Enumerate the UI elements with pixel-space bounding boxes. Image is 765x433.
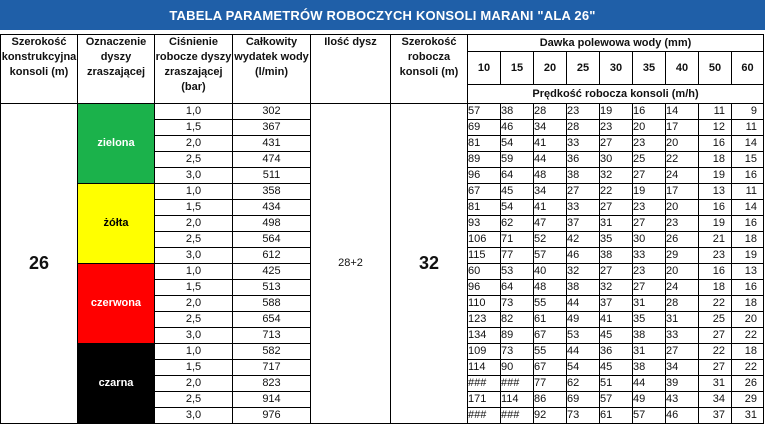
speed-cell: 55	[534, 344, 567, 360]
speed-cell: 53	[567, 328, 600, 344]
dose-header-cell: 60	[732, 52, 764, 85]
speed-cell: 69	[468, 120, 501, 136]
speed-cell: 31	[633, 344, 666, 360]
speed-cell: 54	[567, 360, 600, 376]
speed-cell: 28	[567, 120, 600, 136]
speed-cell: 46	[501, 120, 534, 136]
speed-cell: 16	[699, 264, 732, 280]
speed-cell: 45	[600, 360, 633, 376]
speed-cell: 17	[666, 120, 699, 136]
speed-cell: 38	[501, 104, 534, 120]
speed-cell: 33	[567, 200, 600, 216]
flow-cell: 425	[233, 264, 311, 280]
flow-cell: 431	[233, 136, 311, 152]
speed-cell: 42	[567, 232, 600, 248]
speed-cell: 36	[600, 344, 633, 360]
speed-cell: 69	[567, 392, 600, 408]
speed-cell: 39	[666, 376, 699, 392]
pressure-cell: 1,5	[155, 280, 233, 296]
speed-cell: 92	[534, 408, 567, 424]
pressure-cell: 2,0	[155, 216, 233, 232]
speed-cell: 27	[567, 184, 600, 200]
speed-cell: 32	[600, 280, 633, 296]
speed-cell: 38	[567, 168, 600, 184]
dose-header-cell: 50	[699, 52, 732, 85]
speed-cell: 67	[534, 328, 567, 344]
speed-cell: 96	[468, 168, 501, 184]
speed-cell: 38	[600, 248, 633, 264]
pressure-cell: 2,0	[155, 136, 233, 152]
speed-cell: 44	[567, 296, 600, 312]
speed-cell: 30	[600, 152, 633, 168]
speed-cell: 33	[567, 136, 600, 152]
speed-cell: 22	[666, 152, 699, 168]
table-row	[1, 104, 764, 120]
speed-cell: 20	[633, 120, 666, 136]
flow-cell: 358	[233, 184, 311, 200]
speed-cell: 90	[501, 360, 534, 376]
speed-cell: 33	[666, 328, 699, 344]
speed-cell: 24	[666, 168, 699, 184]
speed-cell: 47	[534, 216, 567, 232]
speed-cell: 114	[501, 392, 534, 408]
speed-cell: 23	[633, 200, 666, 216]
nozzle-color-yellow: żółta	[78, 184, 155, 264]
pressure-cell: 2,0	[155, 296, 233, 312]
speed-cell: 22	[699, 344, 732, 360]
dose-header-cell: 25	[567, 52, 600, 85]
speed-cell: 13	[699, 184, 732, 200]
speed-cell: 22	[600, 184, 633, 200]
speed-cell: 33	[633, 248, 666, 264]
speed-cell: 73	[567, 408, 600, 424]
speed-cell: 16	[732, 168, 764, 184]
speed-cell: 96	[468, 280, 501, 296]
pressure-cell: 1,5	[155, 360, 233, 376]
flow-cell: 612	[233, 248, 311, 264]
speed-cell: 23	[600, 120, 633, 136]
speed-cell: 57	[534, 248, 567, 264]
speed-cell: 81	[468, 200, 501, 216]
speed-cell: 37	[567, 216, 600, 232]
speed-cell: 18	[732, 344, 764, 360]
speed-cell: ###	[468, 408, 501, 424]
speed-cell: 93	[468, 216, 501, 232]
pressure-cell: 2,5	[155, 392, 233, 408]
speed-cell: 20	[666, 200, 699, 216]
speed-cell: 45	[600, 328, 633, 344]
speed-cell: 89	[468, 152, 501, 168]
speed-cell: 73	[501, 344, 534, 360]
speed-cell: 29	[666, 248, 699, 264]
speed-cell: 11	[732, 120, 764, 136]
speed-cell: 41	[534, 200, 567, 216]
speed-cell: 62	[567, 376, 600, 392]
speed-cell: 57	[600, 392, 633, 408]
speed-cell: 67	[534, 360, 567, 376]
speed-cell: 27	[600, 200, 633, 216]
speed-cell: 16	[699, 200, 732, 216]
speed-cell: 57	[633, 408, 666, 424]
pressure-cell: 3,0	[155, 328, 233, 344]
speed-cell: 41	[600, 312, 633, 328]
flow-cell: 914	[233, 392, 311, 408]
speed-cell: 40	[534, 264, 567, 280]
header-szerokosc-robocza: Szerokość robocza konsoli (m)	[391, 35, 468, 104]
flow-cell: 511	[233, 168, 311, 184]
speed-cell: 23	[633, 136, 666, 152]
speed-cell: 34	[666, 360, 699, 376]
dose-header-cell: 20	[534, 52, 567, 85]
speed-cell: 22	[699, 296, 732, 312]
pressure-cell: 1,0	[155, 264, 233, 280]
speed-cell: 61	[534, 312, 567, 328]
speed-cell: 14	[732, 136, 764, 152]
speed-cell: 35	[600, 232, 633, 248]
dose-header-cell: 15	[501, 52, 534, 85]
speed-cell: 23	[567, 104, 600, 120]
speed-cell: 16	[732, 216, 764, 232]
speed-cell: 44	[567, 344, 600, 360]
pressure-cell: 2,5	[155, 312, 233, 328]
speed-cell: 106	[468, 232, 501, 248]
header-szerokosc-konstrukcyjna: Szerokość konstrukcyjna konsoli (m)	[1, 35, 78, 104]
speed-cell: 44	[633, 376, 666, 392]
speed-cell: 22	[732, 360, 764, 376]
pressure-cell: 2,5	[155, 152, 233, 168]
speed-cell: 53	[501, 264, 534, 280]
speed-cell: 11	[699, 104, 732, 120]
speed-cell: 26	[666, 232, 699, 248]
nozzle-color-black: czarna	[78, 344, 155, 424]
speed-cell: 19	[699, 168, 732, 184]
speed-cell: 30	[633, 232, 666, 248]
speed-cell: 57	[468, 104, 501, 120]
flow-cell: 823	[233, 376, 311, 392]
header-dawka: Dawka polewowa wody (mm)	[468, 35, 764, 52]
flow-cell: 713	[233, 328, 311, 344]
speed-cell: 26	[732, 376, 764, 392]
speed-cell: 71	[501, 232, 534, 248]
speed-cell: 14	[732, 200, 764, 216]
speed-cell: 29	[732, 392, 764, 408]
speed-cell: 19	[600, 104, 633, 120]
speed-cell: 23	[666, 216, 699, 232]
speed-cell: 45	[501, 184, 534, 200]
speed-cell: 27	[633, 216, 666, 232]
speed-cell: 11	[732, 184, 764, 200]
speed-cell: 32	[567, 264, 600, 280]
speed-cell: 28	[666, 296, 699, 312]
speed-cell: 19	[732, 248, 764, 264]
speed-cell: 20	[732, 312, 764, 328]
speed-cell: 49	[633, 392, 666, 408]
speed-cell: 60	[468, 264, 501, 280]
speed-cell: 38	[567, 280, 600, 296]
speed-cell: 64	[501, 168, 534, 184]
pressure-cell: 2,5	[155, 232, 233, 248]
flow-cell: 434	[233, 200, 311, 216]
speed-cell: 18	[699, 280, 732, 296]
dose-header-cell: 30	[600, 52, 633, 85]
speed-cell: 27	[633, 280, 666, 296]
speed-cell: 24	[666, 280, 699, 296]
speed-cell: 89	[501, 328, 534, 344]
speed-cell: 82	[501, 312, 534, 328]
speed-cell: ###	[468, 376, 501, 392]
nozzle-color-green: zielona	[78, 104, 155, 184]
parameters-table	[0, 34, 764, 424]
speed-cell: 19	[633, 184, 666, 200]
speed-cell: 31	[732, 408, 764, 424]
speed-cell: 73	[501, 296, 534, 312]
speed-cell: 17	[666, 184, 699, 200]
speed-cell: 77	[501, 248, 534, 264]
pressure-cell: 1,0	[155, 104, 233, 120]
speed-cell: 109	[468, 344, 501, 360]
speed-cell: 41	[534, 136, 567, 152]
table-title: TABELA PARAMETRÓW ROBOCZYCH KONSOLI MARANI "ALA 26"	[0, 0, 765, 30]
speed-cell: 37	[699, 408, 732, 424]
speed-cell: 38	[633, 328, 666, 344]
speed-cell: 13	[732, 264, 764, 280]
header-predkosc: Prędkość robocza konsoli (m/h)	[468, 85, 764, 104]
speed-cell: 77	[534, 376, 567, 392]
speed-cell: 23	[699, 248, 732, 264]
speed-cell: ###	[501, 376, 534, 392]
speed-cell: 59	[501, 152, 534, 168]
speed-cell: 27	[600, 264, 633, 280]
speed-cell: 16	[732, 280, 764, 296]
pressure-cell: 3,0	[155, 248, 233, 264]
speed-cell: 31	[699, 376, 732, 392]
speed-cell: 31	[600, 216, 633, 232]
dose-header-cell: 35	[633, 52, 666, 85]
flow-cell: 513	[233, 280, 311, 296]
header-ilosc-dysz: Ilość dysz	[311, 35, 391, 104]
szerokosc-konstrukcyjna-value: 26	[1, 104, 78, 424]
speed-cell: 28	[534, 104, 567, 120]
speed-cell: 134	[468, 328, 501, 344]
speed-cell: 36	[567, 152, 600, 168]
speed-cell: 25	[699, 312, 732, 328]
flow-cell: 582	[233, 344, 311, 360]
speed-cell: 27	[666, 344, 699, 360]
speed-cell: 49	[567, 312, 600, 328]
speed-cell: 15	[732, 152, 764, 168]
speed-cell: 25	[633, 152, 666, 168]
speed-cell: 12	[699, 120, 732, 136]
speed-cell: 9	[732, 104, 764, 120]
flow-cell: 474	[233, 152, 311, 168]
header-wydatek: Całkowity wydatek wody (l/min)	[233, 35, 311, 104]
speed-cell: 20	[666, 136, 699, 152]
speed-cell: 18	[732, 232, 764, 248]
speed-cell: 16	[699, 136, 732, 152]
speed-cell: 35	[633, 312, 666, 328]
speed-cell: 20	[666, 264, 699, 280]
dose-header-cell: 40	[666, 52, 699, 85]
speed-cell: 27	[699, 360, 732, 376]
speed-cell: 18	[699, 152, 732, 168]
speed-cell: 23	[633, 264, 666, 280]
speed-cell: 67	[468, 184, 501, 200]
header-oznaczenie-dyszy: Oznaczenie dyszy zraszającej	[78, 35, 155, 104]
speed-cell: 32	[600, 168, 633, 184]
speed-cell: 54	[501, 136, 534, 152]
flow-cell: 654	[233, 312, 311, 328]
header-cisnienie: Ciśnienie robocze dyszy zraszającej (bar)	[155, 35, 233, 104]
speed-cell: 31	[666, 312, 699, 328]
speed-cell: 34	[534, 184, 567, 200]
speed-cell: 37	[600, 296, 633, 312]
flow-cell: 498	[233, 216, 311, 232]
flow-cell: 976	[233, 408, 311, 424]
speed-cell: 44	[534, 152, 567, 168]
pressure-cell: 1,5	[155, 200, 233, 216]
speed-cell: 61	[600, 408, 633, 424]
speed-cell: 48	[534, 280, 567, 296]
flow-cell: 564	[233, 232, 311, 248]
flow-cell: 367	[233, 120, 311, 136]
speed-cell: 55	[534, 296, 567, 312]
speed-cell: 46	[567, 248, 600, 264]
pressure-cell: 1,0	[155, 344, 233, 360]
speed-cell: 18	[732, 296, 764, 312]
speed-cell: 62	[501, 216, 534, 232]
speed-cell: 27	[633, 168, 666, 184]
speed-cell: ###	[501, 408, 534, 424]
speed-cell: 123	[468, 312, 501, 328]
flow-cell: 588	[233, 296, 311, 312]
speed-cell: 21	[699, 232, 732, 248]
speed-cell: 22	[732, 328, 764, 344]
pressure-cell: 1,0	[155, 184, 233, 200]
speed-cell: 115	[468, 248, 501, 264]
flow-cell: 302	[233, 104, 311, 120]
speed-cell: 27	[600, 136, 633, 152]
speed-cell: 171	[468, 392, 501, 408]
speed-cell: 34	[534, 120, 567, 136]
pressure-cell: 3,0	[155, 408, 233, 424]
speed-cell: 54	[501, 200, 534, 216]
speed-cell: 43	[666, 392, 699, 408]
speed-cell: 110	[468, 296, 501, 312]
dose-header-cell: 10	[468, 52, 501, 85]
flow-cell: 717	[233, 360, 311, 376]
table-body	[1, 104, 764, 424]
szerokosc-robocza-value: 32	[391, 104, 468, 424]
speed-cell: 46	[666, 408, 699, 424]
pressure-cell: 2,0	[155, 376, 233, 392]
speed-cell: 31	[633, 296, 666, 312]
ilosc-dysz-value: 28+2	[311, 104, 391, 424]
speed-cell: 81	[468, 136, 501, 152]
speed-cell: 86	[534, 392, 567, 408]
speed-cell: 34	[699, 392, 732, 408]
speed-cell: 64	[501, 280, 534, 296]
speed-cell: 16	[633, 104, 666, 120]
nozzle-color-red: czerwona	[78, 264, 155, 344]
speed-cell: 19	[699, 216, 732, 232]
pressure-cell: 3,0	[155, 168, 233, 184]
speed-cell: 27	[699, 328, 732, 344]
speed-cell: 38	[633, 360, 666, 376]
speed-cell: 48	[534, 168, 567, 184]
speed-cell: 51	[600, 376, 633, 392]
pressure-cell: 1,5	[155, 120, 233, 136]
speed-cell: 14	[666, 104, 699, 120]
speed-cell: 52	[534, 232, 567, 248]
speed-cell: 114	[468, 360, 501, 376]
